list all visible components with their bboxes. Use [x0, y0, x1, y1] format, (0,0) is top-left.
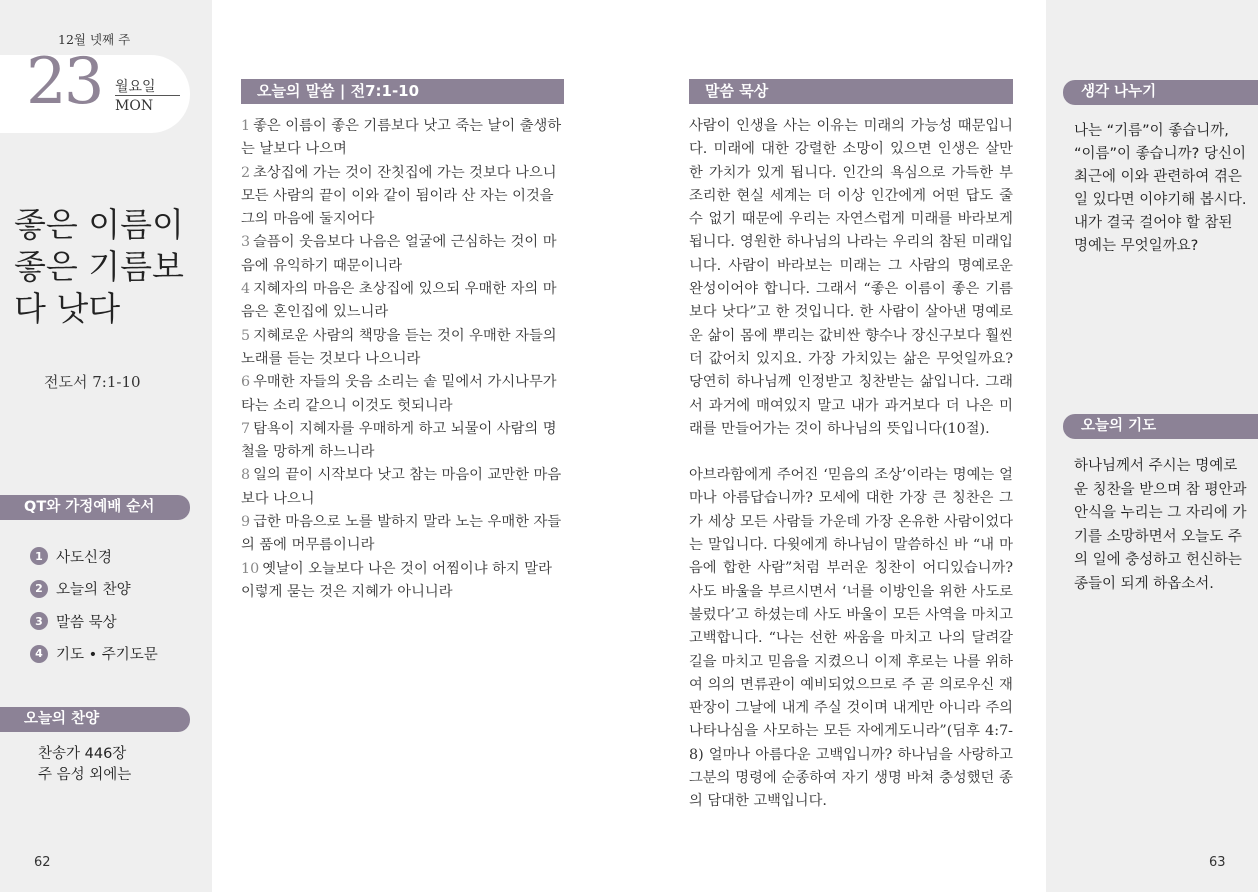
order-step [30, 540, 158, 573]
verse-number: 3 [241, 234, 251, 251]
verse-number: 5 [241, 327, 251, 344]
verse [241, 371, 564, 418]
order-section-header: QT와 가정예배 순서 [0, 495, 190, 520]
verse [241, 464, 564, 511]
verse-text: 슬픔이 웃음보다 나음은 얼굴에 근심하는 것이 마음에 유익하기 때문이니라 [241, 234, 557, 274]
verse [241, 278, 564, 325]
share-section-header: 생각 나누기 [1063, 80, 1258, 105]
verse-text: 지혜로운 사람의 책망을 듣는 것이 우매한 자들의 노래를 듣는 것보다 나으니라 [241, 327, 557, 367]
verse-number: 8 [241, 467, 251, 484]
meditation-paragraph: 사람이 인생을 사는 이유는 미래의 가능성 때문입니다. 미래에 대한 강렬한 소망이 있으면 인생은 살만한 가치가 있게 됩니다. 인간의 욕심으로 가득한 부조리한 현실 세계는 더 이상 인간에게 어떤 답도 줄 수 없기 때문에 우리는 자연스럽게 미래를 바라보게 됩니다. 영원한 하나님의 나라는 우리의 참된 미래입니다. 사람이 바라보는 미래는 그 사람의 명예로운 완성이어야 합니다. 그래서 “좋은 이름이 좋은 기름보다 낫다”고 한 것입니다. 한 사람이 살아낸 명예로운 삶이 몸에 뿌리는 값비싼 향수나 장신구보다 훨씬 더 값어치 있지요. 가장 가치있는 삶은 무엇일까요? 당연히 하나님께 인정받고 칭찬받는 삶입니다. 그래서 과거에 매여있지 말고 내가 과거보다 더 나은 미래를 만들어가는 것이 하나님의 뜻입니다(10절). [689, 118, 1013, 437]
step-label: 오늘의 찬양 [56, 582, 131, 599]
prayer-section-header: 오늘의 기도 [1063, 414, 1258, 439]
passage-reference: 전도서 7:1-10 [44, 373, 141, 391]
verse-text: 좋은 이름이 좋은 기름보다 낫고 죽는 날이 출생하는 날보다 나으며 [241, 118, 562, 158]
verse-text: 지혜자의 마음은 초상집에 있으되 우매한 자의 마음은 혼인집에 있느니라 [241, 281, 557, 321]
step-label: 말씀 묵상 [56, 614, 117, 631]
order-step [30, 638, 158, 671]
verse-text: 우매한 자들의 웃음 소리는 솥 밑에서 가시나무가 타는 소리 같으니 이것도 헛되니라 [241, 374, 557, 414]
verse [241, 231, 564, 278]
order-step [30, 573, 158, 606]
scripture-header: 오늘의 말씀 | 전7:1-10 [241, 79, 564, 104]
scripture-text [241, 115, 564, 604]
verse-text: 급한 마음으로 노를 발하지 말라 노는 우매한 자들의 품에 머무름이니라 [241, 514, 562, 554]
step-label: 사도신경 [56, 549, 113, 566]
verse-number: 4 [241, 281, 251, 298]
step-number-badge: 1 [30, 547, 48, 565]
meditation-text [689, 115, 1013, 814]
verse-number: 1 [241, 118, 251, 134]
page-number-right: 63 [1209, 855, 1226, 870]
verse-number: 6 [241, 374, 251, 391]
verse-text: 초상집에 가는 것이 잔칫집에 가는 것보다 나으니 모든 사람의 끝이 이와 같이 됨이라 산 자는 이것을 그의 마음에 둘지어다 [241, 164, 557, 228]
day-of-week-english: MON [115, 98, 154, 114]
page-number-left: 62 [34, 855, 51, 870]
order-steps-list [30, 540, 158, 670]
meditation-header: 말씀 묵상 [689, 79, 1013, 104]
verse [241, 162, 564, 232]
hymn-number: 찬송가 446장 [38, 746, 127, 762]
verse-number: 9 [241, 514, 251, 531]
hymn-info [38, 744, 131, 786]
hymn-title: 주 음성 외에는 [38, 767, 132, 783]
step-number-badge: 3 [30, 612, 48, 630]
verse-text: 일의 끝이 시작보다 낫고 참는 마음이 교만한 마음보다 나으니 [241, 467, 562, 507]
share-text: 나는 “기름”이 좋습니까, “이름”이 좋습니까? 당신이 최근에 이와 관련하여 겪은 일 있다면 이야기해 봅시다. 내가 결국 걸어야 할 참된 명예는 무엇일까요? [1074, 123, 1247, 254]
page-title: 좋은 이름이 좋은 기름보다 낫다 [14, 205, 184, 328]
date-divider [115, 95, 180, 96]
verse-number: 7 [241, 420, 251, 437]
verse [241, 115, 564, 162]
verse [241, 558, 564, 605]
verse-text: 탐욕이 지혜자를 우매하게 하고 뇌물이 사람의 명철을 망하게 하느니라 [241, 420, 557, 461]
hymn-section-header: 오늘의 찬양 [0, 707, 190, 732]
verse [241, 418, 564, 465]
week-label: 12월 넷째 주 [58, 32, 131, 47]
verse-number: 2 [241, 164, 251, 181]
verse [241, 325, 564, 372]
step-label: 기도 • 주기도문 [56, 647, 158, 664]
order-step [30, 605, 158, 638]
step-number-badge: 2 [30, 580, 48, 598]
verse-text: 옛날이 오늘보다 나은 것이 어찜이냐 하지 말라 이렇게 묻는 것은 지혜가 아니니라 [241, 560, 552, 600]
verse-number: 10 [241, 560, 260, 577]
step-number-badge: 4 [30, 645, 48, 663]
meditation-paragraph: 아브라함에게 주어진 ‘믿음의 조상’이라는 명예는 얼마나 아름답습니까? 모세에 대한 가장 큰 칭찬은 그가 세상 모든 사람들 가운데 가장 온유한 사람이었다는 말입니다. 다윗에게 하나님이 말씀하신 바 “내 마음에 합한 사람”처럼 부러운 칭찬이 어디있습니까? 사도 바울을 부르시면서 ‘너를 이방인을 위한 사도로 불렀다’고 하셨는데 사도 바울이 모든 사역을 마치고 고백합니다. “나는 선한 싸움을 마치고 나의 달려갈 길을 마치고 믿음을 지켰으니 이제 후로는 나를 위하여 의의 면류관이 예비되었으므로 주 곧 의로우신 재판장이 그날에 내게 주실 것이며 내게만 아니라 주의 나타나심을 사모하는 모든 자에게도니라”(딤후 4:7-8) 얼마나 아름다운 고백입니까? 하나님을 사랑하고 그분의 명령에 순종하여 자기 생명 바쳐 충성했던 종의 담대한 고백입니다. [689, 467, 1013, 810]
verse [241, 511, 564, 558]
prayer-text: 하나님께서 주시는 명예로운 칭찬을 받으며 참 평안과 안식을 누리는 그 자리에 가기를 소망하면서 오늘도 주의 일에 충성하고 헌신하는 종들이 되게 하옵소서. [1074, 458, 1247, 592]
day-number: 23 [26, 45, 102, 119]
day-of-week-korean: 월요일 [115, 79, 156, 95]
